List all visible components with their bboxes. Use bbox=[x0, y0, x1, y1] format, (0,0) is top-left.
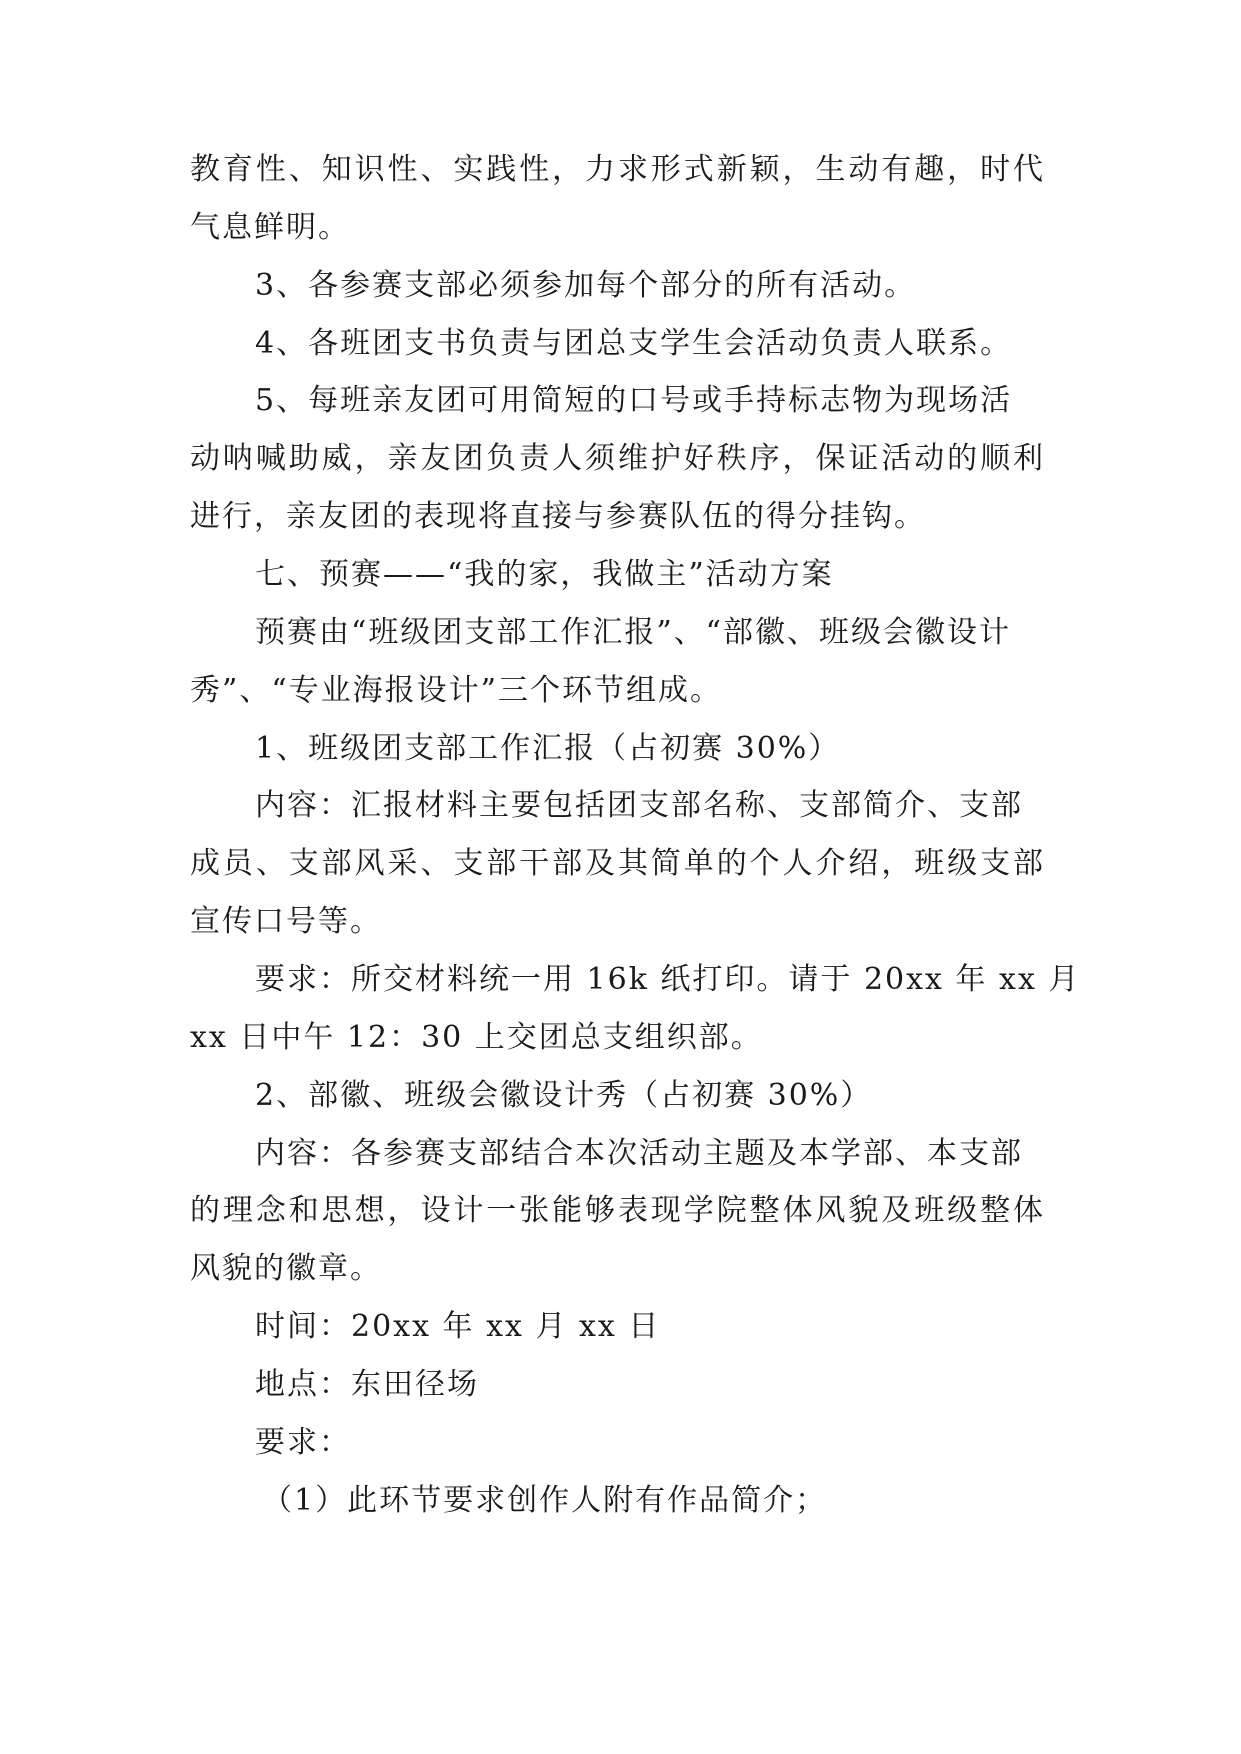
text-line: 风貌的徽章。 bbox=[190, 1251, 382, 1286]
section-heading: 七、预赛——“我的家，我做主”活动方案 bbox=[255, 557, 834, 592]
text-line: 气息鲜明。 bbox=[190, 210, 350, 245]
subsection-heading: 1、班级团支部工作汇报（占初赛 30%） bbox=[255, 731, 841, 766]
text-line: xx 日中午 12：30 上交团总支组织部。 bbox=[190, 1020, 763, 1055]
text-line: 3、各参赛支部必须参加每个部分的所有活动。 bbox=[255, 268, 917, 303]
text-line: 教育性、知识性、实践性，力求形式新颖，生动有趣，时代 bbox=[190, 152, 1043, 187]
text-line: 内容：各参赛支部结合本次活动主题及本学部、本支部 bbox=[255, 1136, 1023, 1171]
text-line: 内容：汇报材料主要包括团支部名称、支部简介、支部 bbox=[255, 788, 1023, 823]
text-line: 成员、支部风采、支部干部及其简单的个人介绍，班级支部 bbox=[190, 846, 1043, 881]
text-line: 动呐喊助威，亲友团负责人须维护好秩序，保证活动的顺利 bbox=[190, 441, 1043, 476]
text-line: 预赛由“班级团支部工作汇报”、“部徽、班级会徽设计 bbox=[255, 615, 1012, 650]
text-line: 要求： bbox=[255, 1425, 351, 1460]
text-line: 宣传口号等。 bbox=[190, 904, 382, 939]
text-line: 时间：20xx 年 xx 月 xx 日 bbox=[255, 1309, 661, 1344]
text-line: 秀”、“专业海报设计”三个环节组成。 bbox=[190, 673, 723, 708]
subsection-heading: 2、部徽、班级会徽设计秀（占初赛 30%） bbox=[255, 1078, 873, 1113]
text-line: 要求：所交材料统一用 16k 纸打印。请于 20xx 年 xx 月 bbox=[255, 962, 1081, 997]
text-line: 的理念和思想，设计一张能够表现学院整体风貌及班级整体 bbox=[190, 1193, 1043, 1228]
text-line: 5、每班亲友团可用简短的口号或手持标志物为现场活 bbox=[255, 383, 1013, 418]
list-item: （1）此环节要求创作人附有作品简介； bbox=[262, 1483, 828, 1518]
text-line: 4、各班团支书负责与团总支学生会活动负责人联系。 bbox=[255, 326, 1013, 361]
text-line: 地点：东田径场 bbox=[255, 1367, 479, 1402]
text-line: 进行，亲友团的表现将直接与参赛队伍的得分挂钩。 bbox=[190, 499, 926, 534]
